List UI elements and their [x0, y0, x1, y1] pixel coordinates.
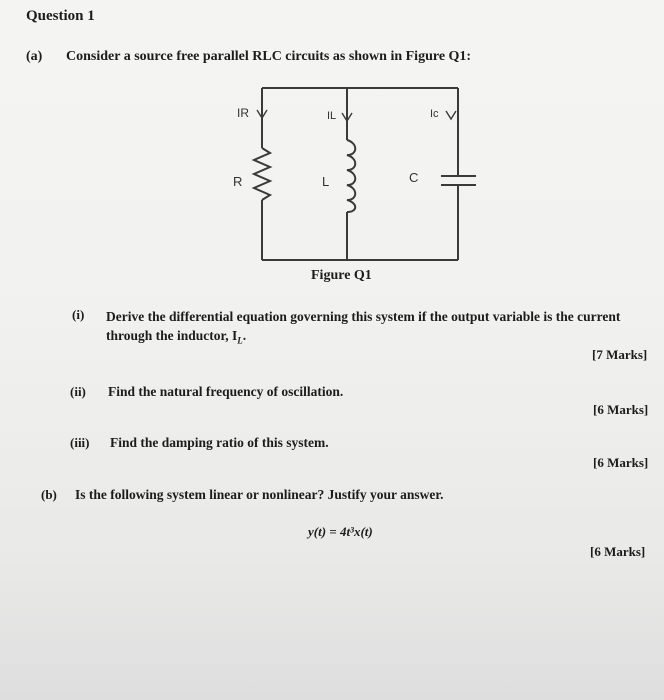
sub-i-label: (i)	[72, 307, 85, 322]
label-c: C	[409, 170, 419, 185]
question-title: Question 1	[26, 8, 95, 24]
part-b-equation: y(t) = 4t³x(t)	[308, 524, 373, 539]
inductor-coil	[347, 140, 355, 212]
sub-ii-text: Find the natural frequency of oscillation.	[108, 384, 344, 399]
sub-i-subscript: L	[237, 335, 243, 346]
figure-caption: Figure Q1	[311, 268, 372, 283]
sub-iii-marks: [6 Marks]	[593, 455, 649, 470]
sub-iii-label: (iii)	[70, 435, 90, 450]
sub-i-tail: .	[242, 328, 247, 343]
part-b-marks: [6 Marks]	[590, 544, 646, 559]
sub-i-marks: [7 Marks]	[592, 347, 648, 362]
label-r: R	[233, 174, 243, 189]
label-l: L	[322, 174, 330, 189]
sub-i-text	[106, 307, 664, 351]
sub-ii-label: (ii)	[70, 384, 86, 399]
sub-iii-text: Find the damping ratio of this system.	[110, 435, 329, 450]
part-b-label: (b)	[41, 487, 57, 502]
label-ic: Ic	[430, 108, 439, 120]
resistor-zigzag	[254, 148, 270, 200]
arrow-ic	[446, 111, 456, 119]
part-a-label: (a)	[26, 49, 43, 64]
label-ir: IR	[237, 106, 249, 120]
part-b-text: Is the following system linear or nonlinear? Justify your answer.	[75, 487, 444, 502]
part-a-text: Consider a source free parallel RLC circuits as shown in Figure Q1:	[66, 49, 472, 64]
sub-ii-marks: [6 Marks]	[593, 402, 649, 417]
label-il: IL	[327, 110, 337, 122]
sub-i-body: Derive the differential equation governing this system if the output variable is the current through the inductor, I	[106, 309, 621, 343]
